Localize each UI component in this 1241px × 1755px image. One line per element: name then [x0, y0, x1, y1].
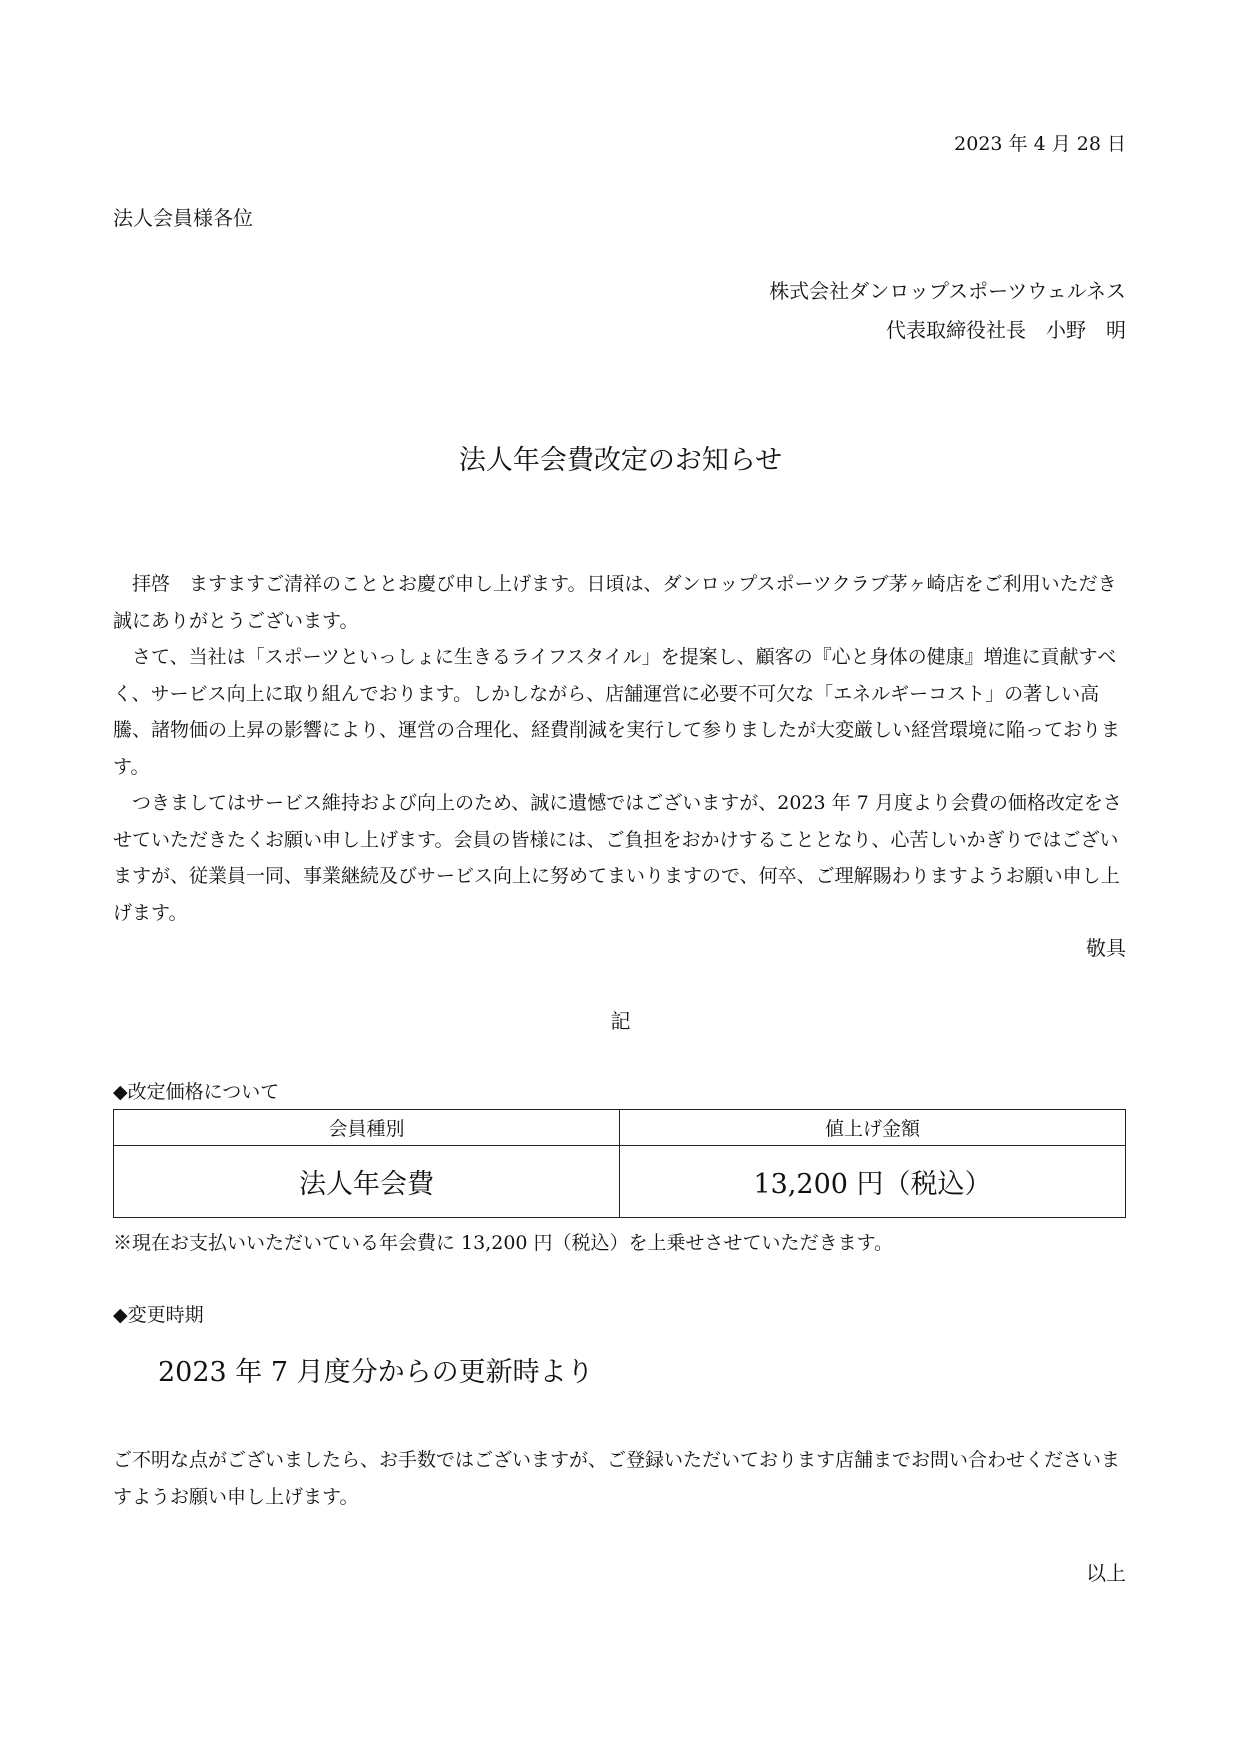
notice-title: 法人年会費改定のお知らせ	[458, 445, 783, 476]
contact-paragraph: ご不明な点がございましたら、お手数ではございますが、ご登録いただいております店舗までお問い合わせくださいますようお願い申し上げます。	[113, 1449, 1121, 1508]
cell-increase-amount: 13,200 円（税込）	[620, 1146, 1126, 1218]
price-section-heading: ◆改定価格について	[113, 1081, 280, 1103]
price-table-header-row	[114, 1110, 1126, 1146]
price-table	[113, 1109, 1126, 1218]
body-paragraph-text: さて、当社は「スポーツといっしょに生きるライフスタイル」を提案し、顧客の『心と身体の健康』増進に貢献すべく、サービス向上に取り組んでおります。しかしながら、店舗運営に必要不可欠な「エネルギーコスト」の著しい高騰、諸物価の上昇の影響により、運営の合理化、経費削減を実行して参りましたが大変厳しい経営環境に陥っております。	[113, 646, 1121, 778]
price-table-row	[114, 1146, 1126, 1218]
timing-section-heading: ◆変更時期	[113, 1304, 204, 1326]
body-paragraph-greeting	[113, 566, 1128, 639]
recipient: 法人会員様各位	[113, 206, 253, 230]
end-mark: 以上	[1086, 1561, 1126, 1585]
ki-heading: 記	[610, 1009, 631, 1033]
body-paragraph-text: 拝啓 ますますご清祥のこととお慶び申し上げます。日頃は、ダンロップスポーツクラブ茅ヶ崎店をご利用いただき誠にありがとうございます。	[113, 573, 1117, 632]
body-paragraph-text: つきましてはサービス維持および向上のため、誠に遺憾ではございますが、2023 年 7 月度より会費の価格改定をさせていただきたくお願い申し上げます。会員の皆様には、ご負担をおかけすることとなり、心苦しいかぎりではございますが、従業員一同、事業継続及びサービス向上に努めてまいりますので、何卒、ご理解賜わりますようお願い申し上げます。	[113, 792, 1122, 924]
sender-signer: 代表取締役社長 小野 明	[886, 318, 1126, 342]
price-note: ※現在お支払いいただいている年会費に 13,200 円（税込）を上乗せさせていただきます。	[113, 1232, 894, 1254]
body-paragraph-background	[113, 639, 1128, 785]
letter-date: 2023 年 4 月 28 日	[954, 133, 1126, 155]
letter-body	[113, 566, 1128, 931]
header-membership-type: 会員種別	[114, 1110, 620, 1146]
closing-keigu: 敬具	[1086, 936, 1126, 960]
body-paragraph-request	[113, 785, 1128, 931]
timing-text: 2023 年 7 月度分からの更新時より	[158, 1357, 594, 1388]
sender-company: 株式会社ダンロップスポーツウェルネス	[769, 279, 1126, 303]
header-increase-amount: 値上げ金額	[620, 1110, 1126, 1146]
cell-membership-type: 法人年会費	[114, 1146, 620, 1218]
